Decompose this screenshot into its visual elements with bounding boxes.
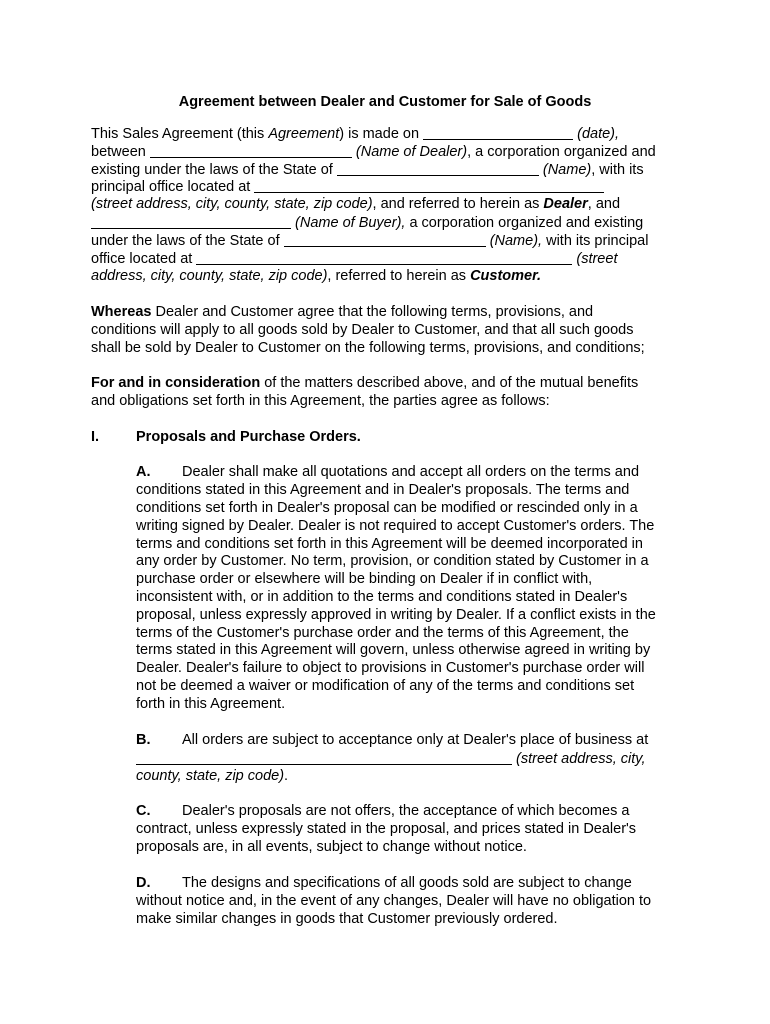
address-label: (street address, city, county, state, zip code): [91, 196, 373, 212]
buyer-name-label: (Name of Buyer),: [295, 215, 406, 231]
clause-d-line: without notice and, in the event of any changes, Dealer will have no obligation to: [136, 893, 652, 909]
intro-text: existing under the laws of the State of: [91, 162, 337, 178]
intro-line-4: [91, 178, 604, 197]
intro-text: , referred to herein as: [327, 268, 471, 284]
clause-a-line: not be deemed a waiver or modification of any of the terms and conditions set: [136, 678, 635, 694]
clause-d-line: make similar changes in goods that Customer previously ordered.: [136, 911, 558, 927]
clause-b-line-2: [136, 750, 646, 769]
clause-c-line: contract, unless expressly stated in the proposal, and prices stated in Dealer's: [136, 821, 637, 837]
clause-a-line: terms and conditions set forth in this Agreement will be deemed incorporated in: [136, 536, 643, 552]
intro-text: office located at: [91, 251, 197, 267]
clause-a-line: inconsistent with, or in addition to the terms and conditions stated in Dealer's: [136, 589, 628, 605]
clause-a-line: terms stated in this Agreement will govern, unless otherwise agreed in writing by: [136, 642, 651, 658]
intro-text: , with its: [591, 162, 644, 178]
address-label: address, city, county, state, zip code): [91, 268, 328, 284]
clause-a-line: writing signed by Dealer. Dealer is not required to accept Customer's orders. The: [136, 518, 655, 534]
intro-line-2: [91, 143, 656, 162]
state-name-label: (Name): [542, 162, 592, 178]
date-blank[interactable]: [423, 125, 573, 140]
buyer-state-blank[interactable]: [284, 232, 486, 247]
buyer-office-blank[interactable]: [196, 250, 572, 265]
intro-line-6: [91, 214, 643, 233]
clause-a-line: terms of the Customer's purchase order and the terms of this Agreement, the: [136, 625, 629, 641]
dealer-office-blank[interactable]: [254, 178, 604, 193]
intro-line-1: [91, 125, 619, 144]
state-name-label: (Name),: [489, 233, 543, 249]
dealer-name-label: (Name of Dealer): [355, 144, 468, 160]
clause-a-line-1: [136, 464, 639, 482]
clause-d-line-1: [136, 875, 632, 893]
whereas-line-1: [91, 304, 593, 322]
buyer-name-blank[interactable]: [91, 214, 291, 229]
clause-text: .: [284, 768, 289, 784]
consideration-lead: For and in consideration: [91, 375, 261, 391]
clause-a-line: conditions stated in this Agreement and in Dealer's proposals. The terms and: [136, 482, 630, 498]
customer-term: Customer.: [470, 268, 541, 284]
date-label: (date),: [577, 126, 620, 142]
clause-text: The designs and specifications of all goods sold are subject to change: [182, 875, 632, 891]
document-title: Agreement between Dealer and Customer for Sale of Goods: [178, 94, 592, 110]
clause-b-line-3: [136, 768, 288, 786]
consideration-line-1: [91, 375, 638, 393]
clause-a-line: conditions set forth in Dealer's proposal can be modified or rescinded only in a: [136, 500, 638, 516]
clause-letter: B.: [136, 732, 151, 748]
intro-text: , a corporation organized and: [467, 144, 656, 160]
intro-text: a corporation organized and existing: [405, 215, 644, 231]
clause-letter: A.: [136, 464, 151, 480]
consideration-text: of the matters described above, and of the mutual benefits: [260, 375, 639, 391]
clause-letter: D.: [136, 875, 151, 891]
intro-text: between: [91, 144, 150, 160]
clause-letter: C.: [136, 803, 151, 819]
clause-b-line-1: [136, 732, 648, 750]
place-of-business-blank[interactable]: [136, 750, 512, 765]
intro-text: principal office located at: [91, 179, 255, 195]
clause-c-line-1: [136, 803, 629, 821]
clause-c-line: proposals are, in all events, subject to change without notice.: [136, 839, 527, 855]
intro-line-3: [91, 161, 644, 180]
clause-a-line: proposal, unless expressly approved in writing by Dealer. If a conflict exists in the: [136, 607, 656, 623]
whereas-line-2: conditions will apply to all goods sold by Dealer to Customer, and that all such goods: [91, 322, 634, 338]
intro-line-5: [91, 196, 620, 214]
address-label: (street: [576, 251, 618, 267]
clause-a-line: Dealer. Dealer's failure to object to provisions in Customer's purchase order will: [136, 660, 645, 676]
agreement-term: Agreement: [268, 126, 340, 142]
clause-text: Dealer shall make all quotations and accept all orders on the terms and: [182, 464, 640, 480]
section-heading: Proposals and Purchase Orders.: [136, 429, 361, 445]
dealer-name-blank[interactable]: [150, 143, 352, 158]
clause-a-line: any order by Customer. No term, provision, or condition stated by Customer in a: [136, 553, 649, 569]
intro-text: This Sales Agreement (this: [91, 126, 269, 142]
intro-text: , and referred to herein as: [372, 196, 544, 212]
whereas-lead: Whereas: [91, 304, 152, 320]
intro-line-8: [91, 250, 617, 269]
whereas-text: Dealer and Customer agree that the following terms, provisions, and: [151, 304, 594, 320]
dealer-term: Dealer: [543, 196, 588, 212]
clause-a-line: forth in this Agreement.: [136, 696, 286, 712]
clause-text: All orders are subject to acceptance only at Dealer's place of business at: [182, 732, 649, 748]
dealer-state-blank[interactable]: [337, 161, 539, 176]
clause-a-line: purchase order or elsewhere will be binding on Dealer if in conflict with,: [136, 571, 593, 587]
address-label: county, state, zip code): [136, 768, 285, 784]
address-label: (street address, city,: [516, 751, 646, 767]
intro-text: with its principal: [542, 233, 649, 249]
intro-text: under the laws of the State of: [91, 233, 284, 249]
intro-line-9: [91, 268, 541, 286]
whereas-line-3: shall be sold by Dealer to Customer on the following terms, provisions, and conditions;: [91, 340, 645, 356]
intro-line-7: [91, 232, 648, 251]
clause-text: Dealer's proposals are not offers, the acceptance of which becomes a: [182, 803, 630, 819]
intro-text: ) is made on: [339, 126, 424, 142]
consideration-line-2: and obligations set forth in this Agreement, the parties agree as follows:: [91, 393, 550, 409]
section-numeral: I.: [91, 429, 100, 445]
intro-text: , and: [587, 196, 621, 212]
